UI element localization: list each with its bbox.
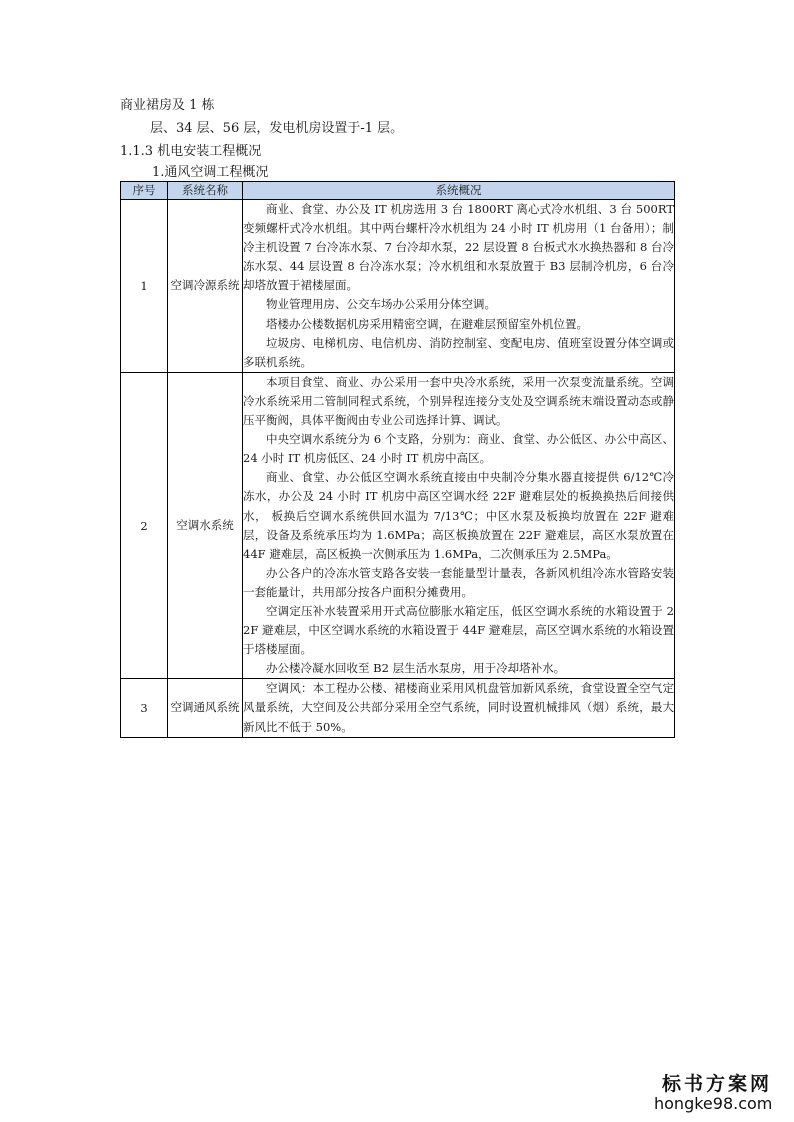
header-system-name: 系统名称 [168, 182, 243, 200]
overview-paragraph: 物业管理用房、公交车场办公采用分体空调。 [266, 297, 496, 312]
header-no: 序号 [121, 182, 168, 200]
overview-paragraph: 空调定压补水装置采用开式高位膨胀水箱定压，低区空调水系统的水箱设置于 22F 避难层，中区空调水系统的水箱设置于 44F 避难层，高区空调水系统的水箱设置于塔楼屋面。 [243, 603, 674, 657]
table-row [121, 200, 675, 373]
row-no: 1 [121, 200, 168, 373]
overview-paragraph: 垃圾房、电梯机房、电信机房、消防控制室、变配电房、值班室设置分体空调或多联机系统。 [243, 335, 674, 369]
row-no: 2 [121, 372, 168, 679]
overview-paragraph: 空调风：本工程办公楼、裙楼商业采用风机盘管加新风系统，食堂设置全空气定风量系统，大空间及公共部分采用全空气系统，同时设置机械排风（烟）系统，最大新风比不低于 50%。 [243, 681, 674, 734]
hvac-overview-table [120, 181, 675, 738]
overview-paragraph: 办公各户的冷冻水管支路各安装一套能量型计量表，各新风机组冷冻水管路安装一套能量计，共用部分按各户面积分摊费用。 [243, 565, 674, 599]
watermark-logo: 标书方案网 [662, 1073, 773, 1095]
text-line-1: 商业裙房及 1 栋 [120, 98, 215, 113]
overview-paragraph: 商业、食堂、办公及 IT 机房选用 3 台 1800RT 离心式冷水机组、3 台 500RT 变频螺杆式冷水机组。其中两台螺杆冷水机组为 24 小时 IT 机房用（1 台备用）；制冷主机设置 7 台冷冻水泵、7 台冷却水泵，22 层设置 8 台板式水水换热器和 8 台冷冻水泵、44 层设置 8 台冷冻水泵；冷水机组和水泵放置于 B3 层制冷机房，6 台冷却塔放置于裙楼屋面。 [243, 202, 674, 293]
overview-paragraph: 办公楼冷凝水回收至 B2 层生活水泵房，用于冷却塔补水。 [266, 661, 566, 676]
table-row [121, 679, 675, 737]
overview-paragraph: 塔楼办公楼数据机房采用精密空调，在避难层预留室外机位置。 [266, 316, 588, 331]
text-line-2: 层、34 层、56 层，发电机房设置于-1 层。 [150, 121, 404, 136]
overview-paragraph: 本项目食堂、商业、办公采用一套中央冷水系统，采用一次泵变流量系统。空调冷水系统采用二管制同程式系统，个别异程连接分支处及空调系统末端设置动态或静压平衡阀，具体平衡阀由专业公司选择计算、调试。 [243, 374, 674, 428]
row-overview [243, 679, 675, 737]
overview-paragraph: 中央空调水系统分为 6 个支路，分别为：商业、食堂、办公低区、办公中高区、24 小时 IT 机房低区、24 小时 IT 机房中高区。 [243, 432, 674, 466]
header-overview: 系统概况 [243, 182, 675, 200]
table-row [121, 372, 675, 679]
row-system-name: 空调通风系统 [168, 679, 243, 737]
section-heading: 1.1.3 机电安装工程概况 [120, 144, 262, 159]
row-no: 3 [121, 679, 168, 737]
table-header-row [121, 182, 675, 200]
row-system-name: 空调冷源系统 [168, 200, 243, 373]
overview-paragraph: 商业、食堂、办公低区空调水系统直接由中央制冷分集水器直接提供 6/12℃冷冻水，办公及 24 小时 IT 机房中高区空调水经 22F 避难层处的板换换热后间接供水， 板换后空调水系统供回水温为 7/13℃；中区水泵及板换均放置在 22F 避难层，设备及系统承压均为 1.6MPa；高区板换放置在 22F 避难层，高区水泵放置在 44F 避难层，高区板换一次侧承压为 1.6MPa，二次侧承压为 2.5MPa。 [243, 470, 674, 561]
subsection-heading: 1.通风空调工程概况 [152, 165, 269, 180]
row-overview [243, 200, 675, 373]
watermark-url: hongke98.com [654, 1094, 773, 1113]
row-system-name: 空调水系统 [168, 372, 243, 679]
row-overview [243, 372, 675, 679]
